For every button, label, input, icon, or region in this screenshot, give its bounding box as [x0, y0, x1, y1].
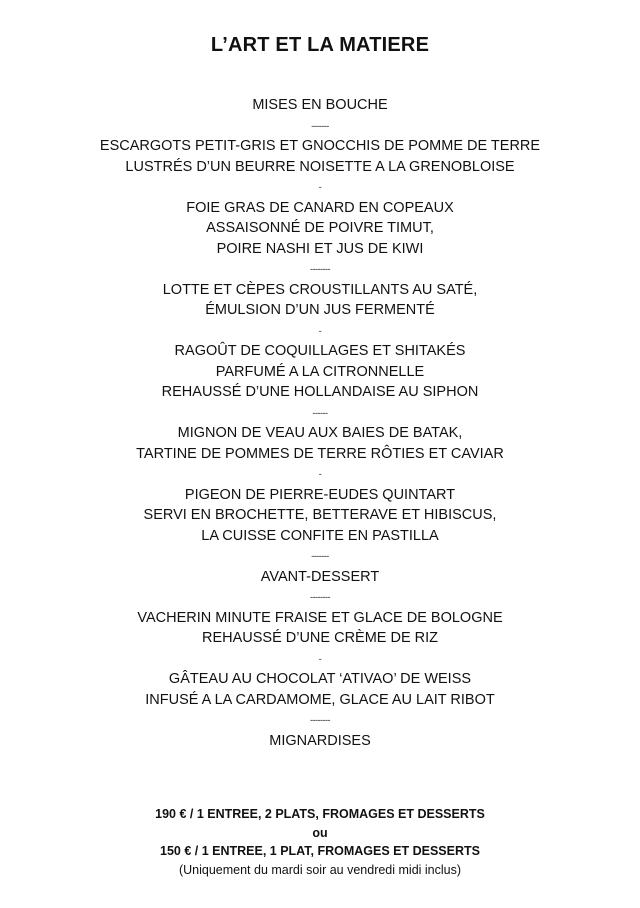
course-line: MIGNON DE VEAU AUX BAIES DE BATAK, — [177, 425, 463, 441]
course-line: MIGNARDISES — [269, 732, 371, 749]
course-line: VACHERIN MINUTE FRAISE ET GLACE DE BOLOGNE — [137, 609, 503, 626]
course-line: LUSTRÉS D’UN BEURRE NOISETTE A LA GRENOBLOISE — [125, 158, 515, 175]
price-availability-note: (Uniquement du mardi soir au vendredi midi inclus) — [178, 863, 462, 877]
course-separator: - — [318, 653, 322, 664]
course-line: TARTINE DE POMMES DE TERRE RÔTIES ET CAVIAR — [136, 445, 504, 462]
price-or-separator: ou — [312, 826, 328, 840]
course-line: ASSAISONNÉ DE POIVRE TIMUT, — [206, 220, 434, 236]
price-offer-short: 150 € / 1 ENTREE, 1 PLAT, FROMAGES ET DESSERTS — [160, 844, 480, 858]
course-line: PARFUMÉ A LA CITRONNELLE — [215, 363, 425, 380]
course-list — [0, 95, 640, 751]
course-separator: - — [318, 182, 322, 192]
course-line: ESCARGOTS PETIT-GRIS ET GNOCCHIS DE POMME DE TERRE — [99, 138, 541, 154]
course-line: LOTTE ET CÈPES CROUSTILLANTS AU SATÉ, — [162, 281, 478, 298]
price-offer-full: 190 € / 1 ENTREE, 2 PLATS, FROMAGES ET DESSERTS — [155, 807, 485, 821]
course-separator: ------- — [311, 551, 329, 561]
course-line: AVANT-DESSERT — [260, 568, 380, 585]
course-separator: -------- — [310, 715, 330, 725]
pricing-block — [0, 805, 640, 880]
course-line: MISES EN BOUCHE — [252, 97, 388, 113]
course-line: ÉMULSION D’UN JUS FERMENTÉ — [205, 302, 435, 318]
course-line: FOIE GRAS DE CANARD EN COPEAUX — [186, 199, 454, 216]
course-line: RAGOÛT DE COQUILLAGES ET SHITAKÉS — [174, 343, 466, 359]
course-separator: - — [318, 325, 322, 336]
course-line: REHAUSSÉ D’UNE HOLLANDAISE AU SIPHON — [161, 384, 479, 400]
course-separator: ------ — [312, 407, 328, 418]
course-line: GÂTEAU AU CHOCOLAT ‘ATIVAO’ DE WEISS — [168, 671, 472, 687]
course-line: PIGEON DE PIERRE-EUDES QUINTART — [184, 486, 456, 503]
course-separator: -------- — [310, 592, 330, 602]
menu-title: L’ART ET LA MATIERE — [210, 34, 430, 56]
course-line: INFUSÉ A LA CARDAMOME, GLACE AU LAIT RIBOT — [145, 691, 495, 708]
course-separator: -------- — [310, 264, 330, 274]
course-line: LA CUISSE CONFITE EN PASTILLA — [201, 527, 439, 544]
course-separator: - — [318, 469, 322, 479]
course-line: SERVI EN BROCHETTE, BETTERAVE ET HIBISCUS, — [143, 507, 497, 523]
course-separator: ------- — [311, 120, 329, 131]
course-line: REHAUSSÉ D’UNE CRÈME DE RIZ — [201, 630, 439, 646]
course-line: POIRE NASHI ET JUS DE KIWI — [216, 240, 424, 257]
